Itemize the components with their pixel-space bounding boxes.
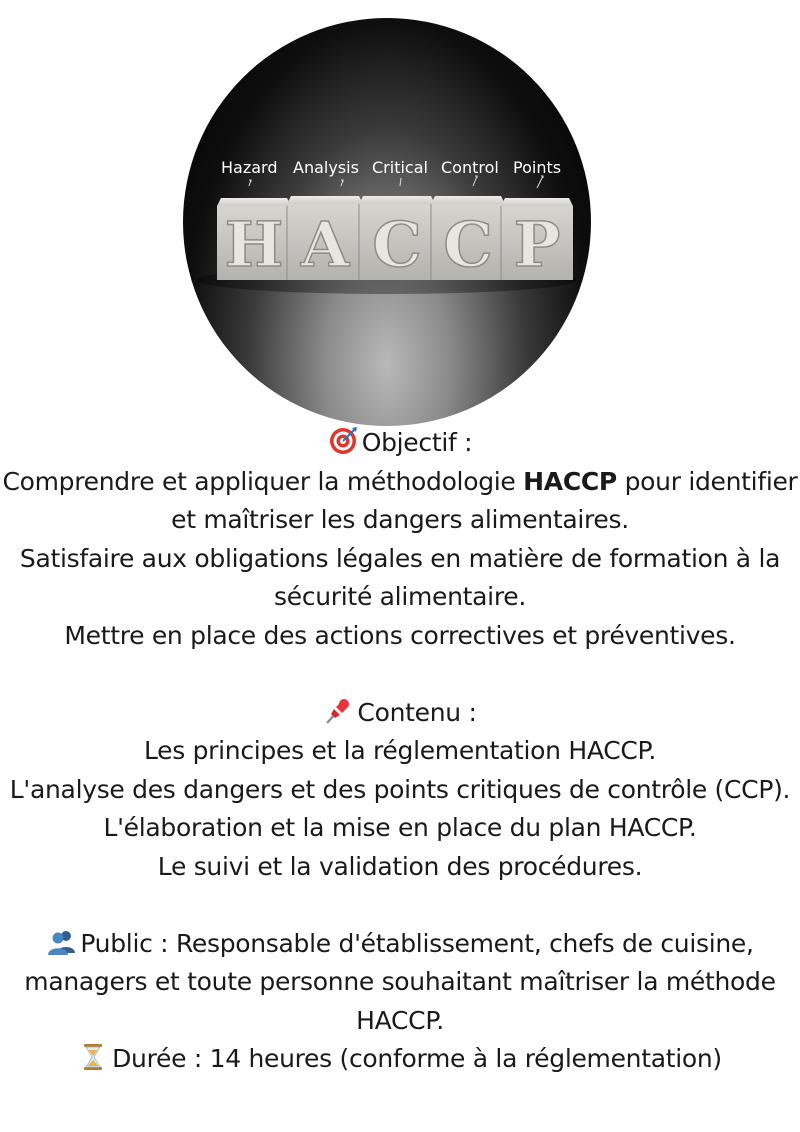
hero-word: Analysis	[293, 158, 359, 177]
spacer	[0, 655, 800, 694]
haccp-blocks-illustration	[183, 18, 591, 426]
objectif-text: Comprendre et appliquer la méthodologie	[2, 466, 524, 496]
haccp-bold: HACCP	[523, 466, 617, 496]
hero-word: Hazard	[221, 158, 278, 177]
hero-word: Points	[513, 158, 562, 177]
objectif-line: sécurité alimentaire.	[274, 582, 526, 611]
people-icon	[46, 927, 76, 957]
public-line: HACCP.	[356, 1005, 444, 1035]
public-line	[0, 925, 800, 964]
block-letter: P	[513, 208, 561, 281]
duree-text: Durée : 14 heures (conforme à la réglementation)	[112, 1044, 722, 1073]
objectif-title: Objectif :	[361, 428, 473, 457]
objectif-line: Mettre en place des actions correctives et préventives.	[64, 620, 736, 650]
contenu-item: Les principes et la réglementation HACCP.	[143, 736, 657, 765]
target-icon	[328, 426, 358, 456]
objectif-line	[0, 463, 800, 502]
contenu-item: L'élaboration et la mise en place du plan HACCP.	[103, 813, 697, 842]
duree-line	[0, 1040, 800, 1079]
contenu-item: L'analyse des dangers et des points critiques de contrôle (CCP).	[9, 774, 791, 804]
objectif-line: et maîtriser les dangers alimentaires.	[171, 505, 629, 534]
pointer-arrows	[249, 176, 543, 188]
public-line: managers et toute personne souhaitant maîtriser la méthode	[24, 967, 776, 996]
hero-word: Control	[441, 158, 499, 177]
block-letter: H	[224, 208, 284, 281]
contenu-title: Contenu :	[357, 697, 477, 727]
block-letter: C	[443, 208, 493, 281]
block-letter: C	[372, 208, 422, 281]
contenu-item: Le suivi et la validation des procédures.	[157, 851, 643, 881]
haccp-hero-image	[183, 18, 591, 426]
public-text: Public : Responsable d'établissement, chefs de cuisine,	[80, 928, 754, 958]
pushpin-icon	[323, 696, 353, 726]
objectif-line: Satisfaire aux obligations légales en matière de formation à la	[19, 543, 781, 573]
hero-word: Critical	[372, 158, 428, 177]
contenu-heading	[0, 694, 800, 733]
hourglass-icon	[78, 1042, 108, 1072]
course-description	[0, 424, 800, 1079]
objectif-heading	[0, 424, 800, 463]
block-letter: A	[300, 208, 350, 281]
spacer	[0, 886, 800, 925]
objectif-text: pour identifier	[616, 466, 798, 496]
